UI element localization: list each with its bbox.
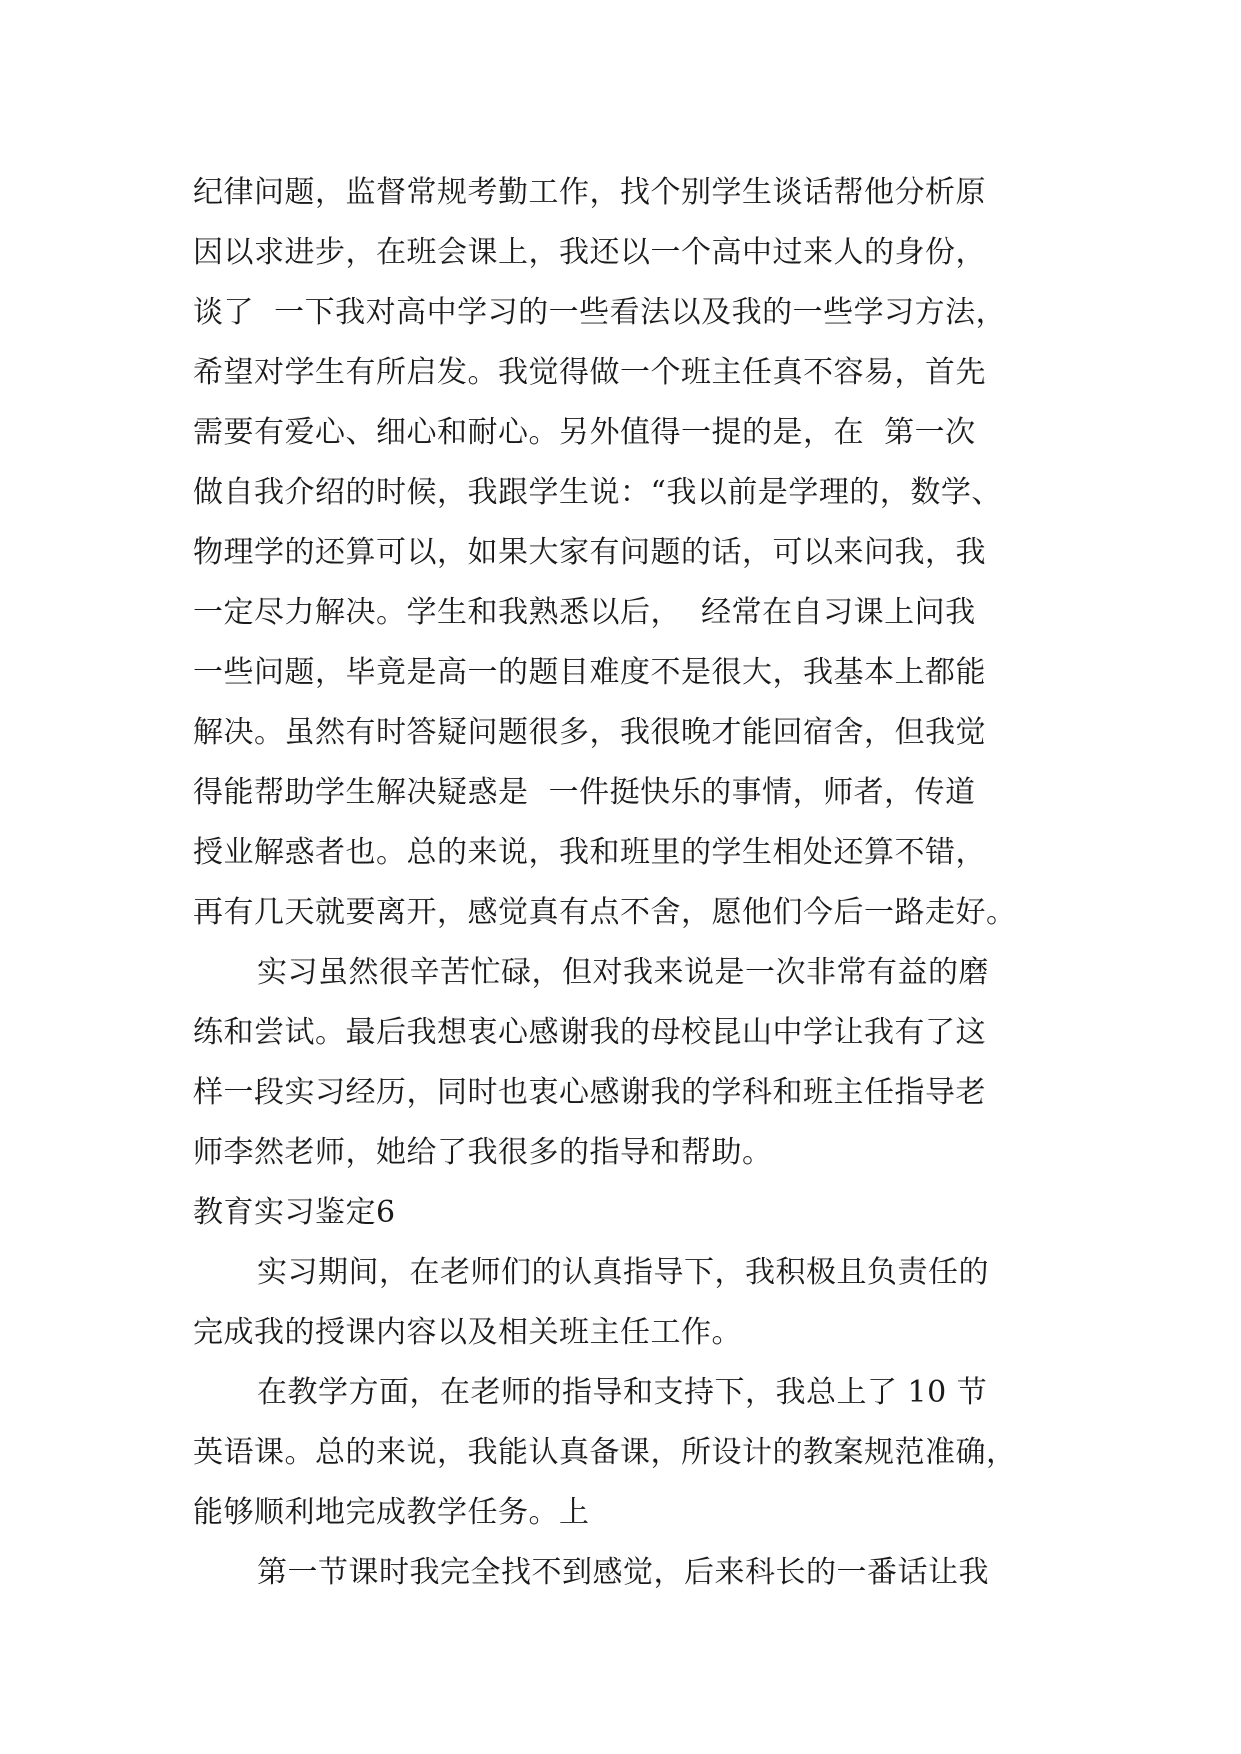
text-line: 再有几天就要离开，感觉真有点不舍，愿他们今后一路走好。	[193, 895, 1017, 930]
text-line: 能够顺利地完成教学任务。上	[193, 1495, 590, 1530]
text-line: 师李然老师，她给了我很多的指导和帮助。	[193, 1135, 773, 1170]
paragraph-first-line: 实习虽然很辛苦忙碌，但对我来说是一次非常有益的磨	[257, 955, 989, 990]
text-line: 需要有爱心、细心和耐心。另外值得一提的是，在 第一次	[193, 415, 976, 450]
text-line: 做自我介绍的时候，我跟学生说：“我以前是学理的，数学、	[193, 475, 1002, 510]
text-line: 授业解惑者也。总的来说，我和班里的学生相处还算不错，	[193, 835, 986, 870]
text-line: 因以求进步，在班会课上，我还以一个高中过来人的身份，	[193, 235, 986, 270]
text-line: 谈了 一下我对高中学习的一些看法以及我的一些学习方法，	[193, 295, 1007, 330]
paragraph-first-line: 第一节课时我完全找不到感觉，后来科长的一番话让我	[257, 1555, 989, 1590]
document-body	[193, 163, 1053, 1603]
text-line: 解决。虽然有时答疑问题很多，我很晚才能回宿舍，但我觉	[193, 715, 986, 750]
text-line: 样一段实习经历，同时也衷心感谢我的学科和班主任指导老	[193, 1075, 986, 1110]
text-line: 得能帮助学生解决疑惑是 一件挺快乐的事情，师者，传道	[193, 775, 976, 810]
paragraph-first-line: 在教学方面，在老师的指导和支持下，我总上了 10 节	[257, 1375, 988, 1410]
text-line: 英语课。总的来说，我能认真备课，所设计的教案规范准确，	[193, 1435, 1017, 1470]
text-line: 完成我的授课内容以及相关班主任工作。	[193, 1315, 742, 1350]
text-line: 纪律问题，监督常规考勤工作，找个别学生谈话帮他分析原	[193, 175, 986, 210]
text-line: 一定尽力解决。学生和我熟悉以后， 经常在自习课上问我	[193, 595, 976, 630]
text-line: 练和尝试。最后我想衷心感谢我的母校昆山中学让我有了这	[193, 1015, 986, 1050]
text-line: 一些问题，毕竟是高一的题目难度不是很大，我基本上都能	[193, 655, 986, 690]
text-line: 希望对学生有所启发。我觉得做一个班主任真不容易，首先	[193, 355, 986, 390]
text-line: 物理学的还算可以，如果大家有问题的话，可以来问我，我	[193, 535, 986, 570]
section-heading: 教育实习鉴定6	[193, 1195, 396, 1230]
paragraph-first-line: 实习期间，在老师们的认真指导下，我积极且负责任的	[257, 1255, 989, 1290]
